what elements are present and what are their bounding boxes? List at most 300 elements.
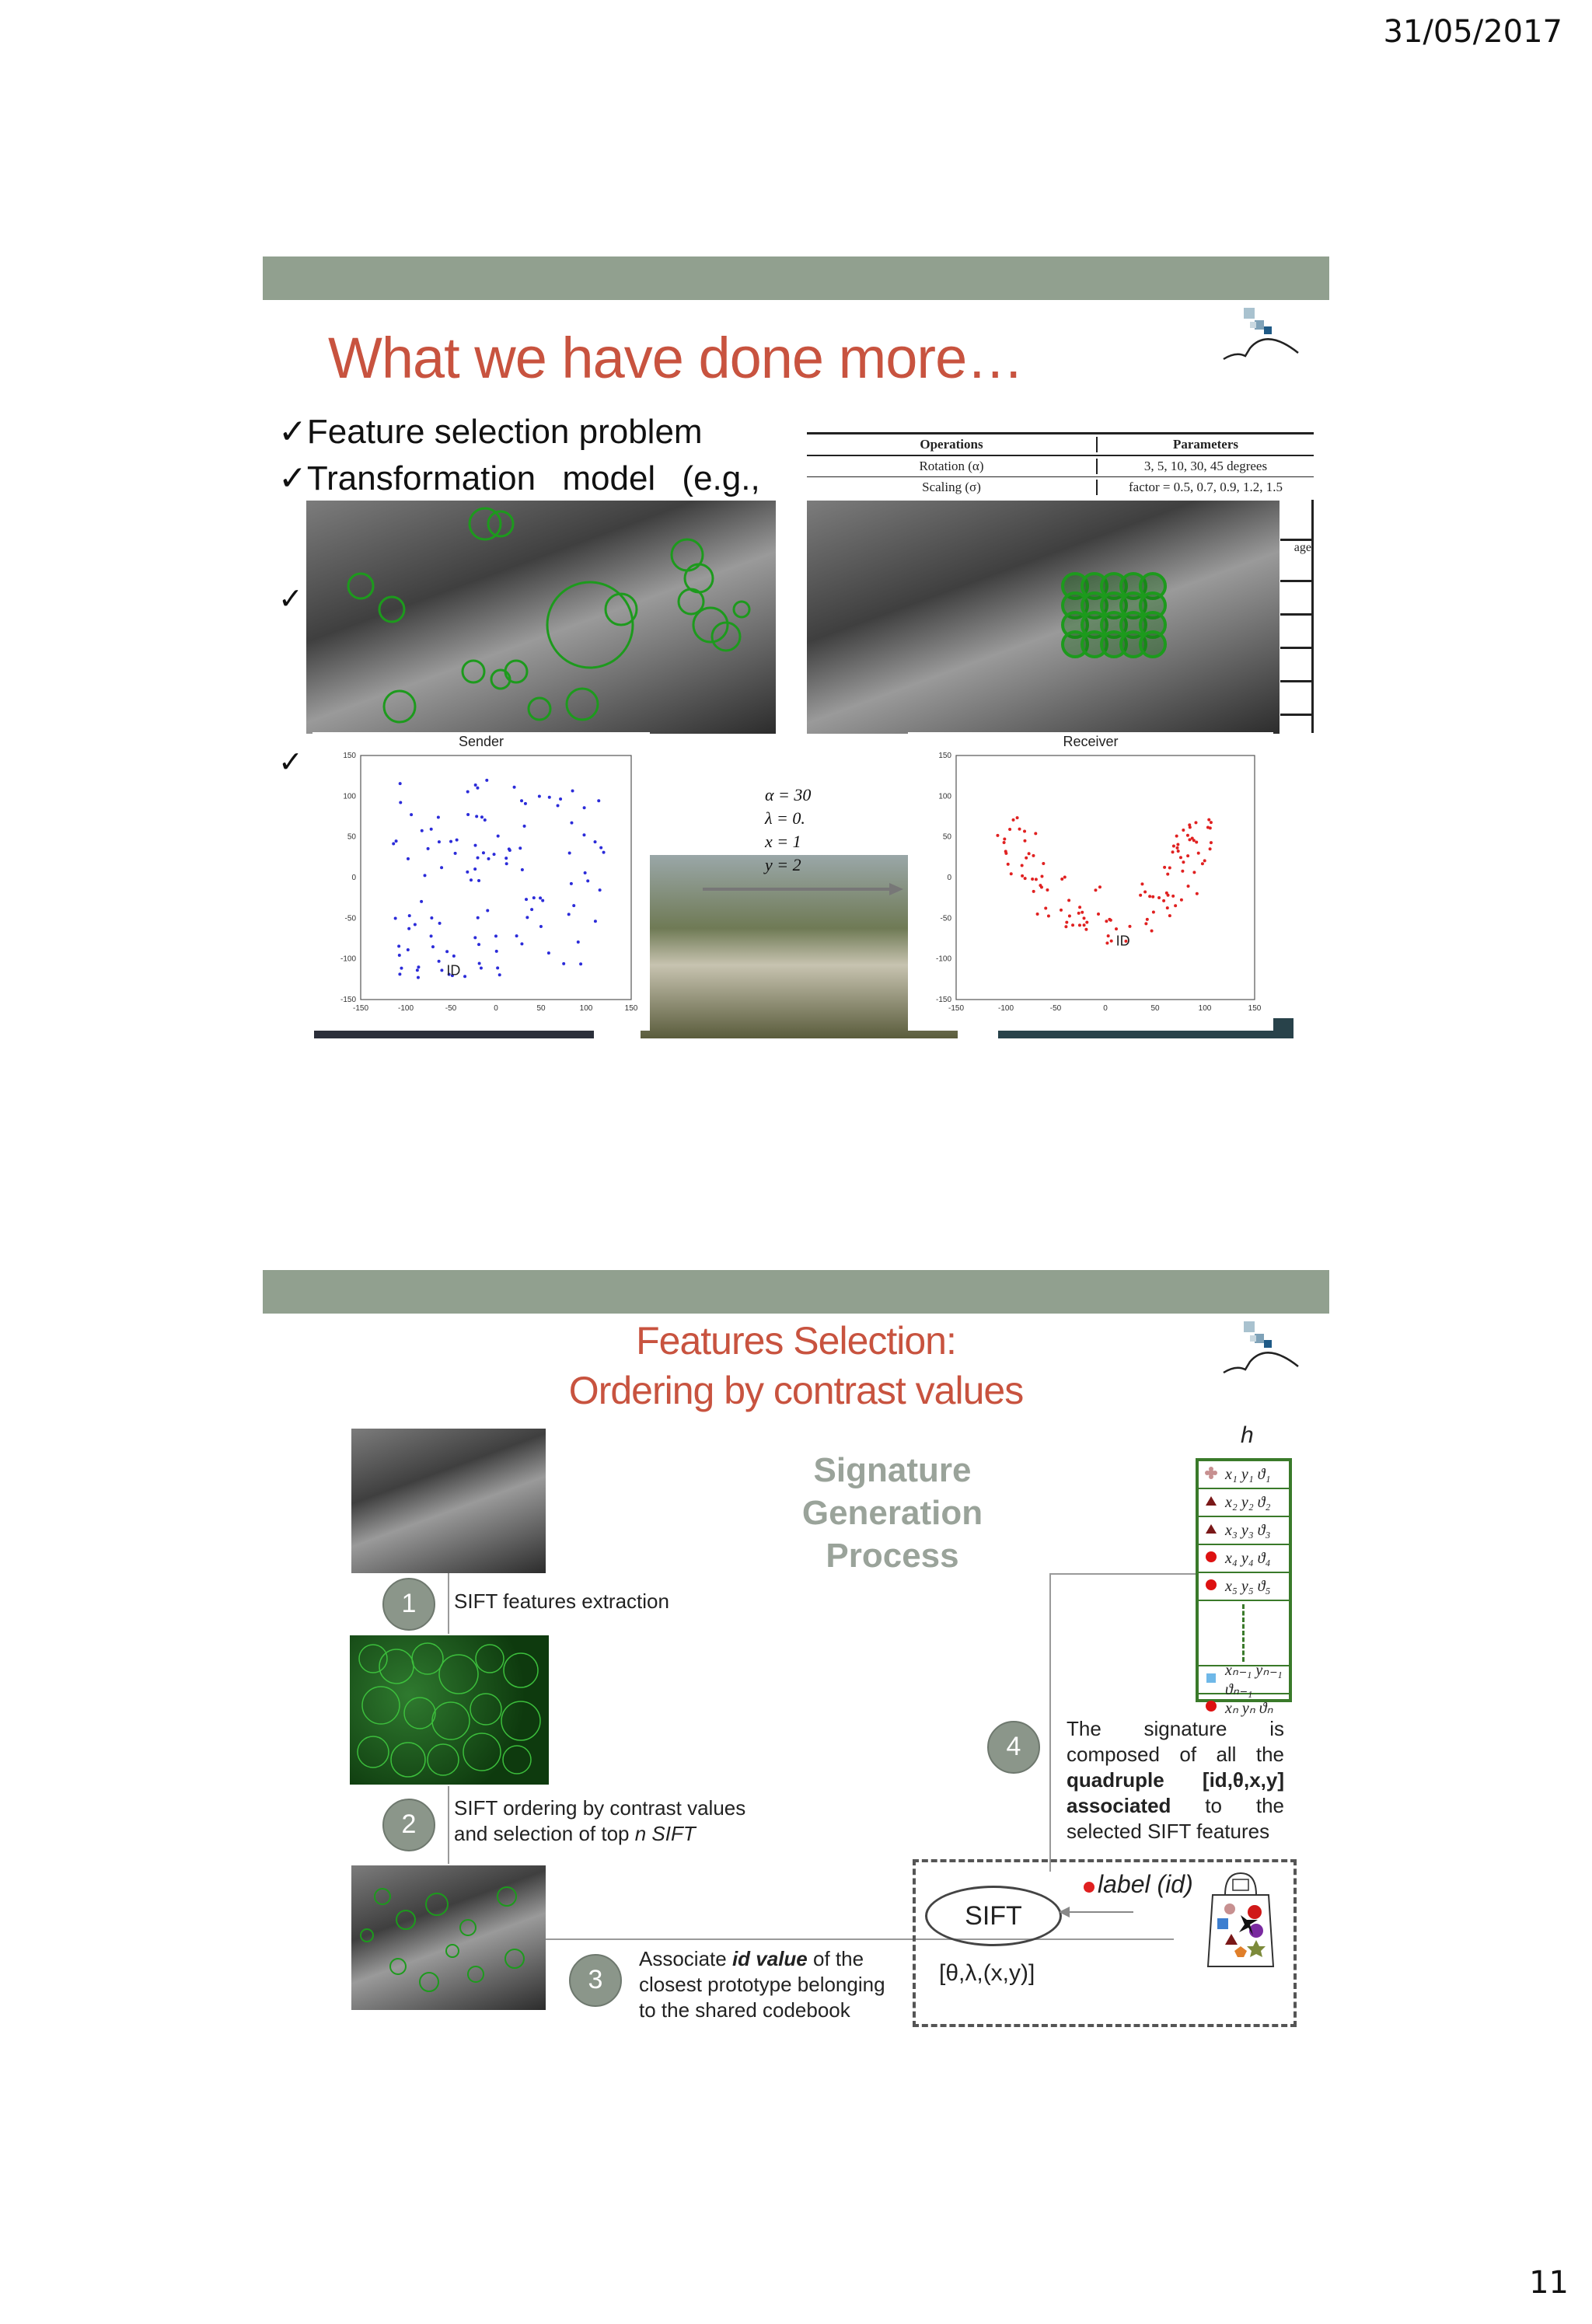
- codebook-row-text: xₙ yₙ ϑₙ: [1225, 1699, 1273, 1717]
- step-3-label: [639, 1946, 885, 2023]
- triangle-icon: [1205, 1494, 1217, 1512]
- data-point: [572, 904, 575, 907]
- data-point: [599, 888, 602, 892]
- id-point: [440, 968, 443, 972]
- data-point: [1097, 913, 1100, 916]
- data-point: [532, 896, 536, 899]
- slide-header-bar: [263, 1270, 1329, 1314]
- sift-params: [θ,λ,(x,y)]: [939, 1960, 1035, 1986]
- codebook-title: h: [1241, 1422, 1254, 1448]
- hidden-check-4: [278, 745, 303, 780]
- data-point: [1115, 927, 1118, 930]
- step-2-line1: SIFT ordering by contrast values: [454, 1796, 746, 1820]
- data-point: [438, 840, 441, 843]
- data-point: [1010, 872, 1013, 875]
- data-point: [473, 844, 477, 847]
- check-icon: ✓: [278, 581, 303, 616]
- check-icon: ✓: [278, 745, 303, 779]
- y-tick-label: -50: [344, 914, 356, 923]
- plot-frame: [361, 755, 631, 1000]
- data-point: [1188, 823, 1191, 826]
- data-point: [1042, 862, 1045, 865]
- data-point: [427, 847, 430, 850]
- codebook-row: [1199, 1573, 1289, 1601]
- codebook-gap: [1199, 1601, 1289, 1666]
- data-point: [559, 797, 562, 801]
- selected-sift-overlay: [351, 1865, 546, 2010]
- data-point: [498, 973, 501, 976]
- connector-1: [448, 1573, 449, 1634]
- data-point: [584, 871, 587, 874]
- data-point: [1139, 894, 1142, 897]
- data-point: [1081, 911, 1084, 914]
- data-point: [1063, 875, 1067, 878]
- data-point: [437, 815, 440, 818]
- data-point: [1008, 828, 1011, 831]
- data-point: [570, 882, 573, 885]
- data-point: [1179, 856, 1182, 859]
- step-3-line3: to the shared codebook: [639, 1998, 850, 2022]
- data-point: [1083, 916, 1086, 919]
- data-point: [1181, 870, 1184, 873]
- data-point: [539, 896, 542, 899]
- data-point: [1098, 885, 1101, 888]
- data-point: [1077, 912, 1081, 915]
- data-point: [1025, 857, 1028, 860]
- data-point: [1171, 895, 1175, 898]
- receiver-plot: [908, 732, 1273, 1031]
- receiver-scatter: [908, 732, 1273, 1031]
- data-point: [1182, 829, 1185, 832]
- data-point: [1194, 821, 1197, 824]
- process-title: [776, 1449, 1009, 1577]
- data-point: [477, 943, 480, 946]
- data-point: [570, 822, 573, 825]
- data-point: [496, 966, 499, 969]
- data-point: [449, 840, 452, 843]
- x-tick-label: -150: [948, 1004, 965, 1013]
- process-title-line: Generation: [801, 1494, 983, 1532]
- y-tick-label: -50: [940, 914, 951, 923]
- data-point: [407, 927, 410, 930]
- codebook-row-text: x₄ y₄ ϑ₄: [1225, 1549, 1271, 1567]
- data-point: [470, 878, 473, 881]
- data-point: [1186, 834, 1189, 837]
- data-point: [1040, 875, 1043, 878]
- data-point: [583, 806, 586, 809]
- data-point: [1018, 828, 1021, 831]
- data-point: [452, 954, 456, 958]
- data-point: [1162, 899, 1165, 902]
- data-point: [513, 786, 516, 789]
- data-point: [1036, 913, 1039, 916]
- data-point: [548, 796, 551, 799]
- step-2-badge: 2: [382, 1799, 435, 1851]
- slide-title: What we have done more…: [328, 326, 1024, 390]
- data-point: [996, 834, 999, 837]
- data-point: [1163, 866, 1166, 869]
- page-date: 31/05/2017: [1383, 14, 1562, 50]
- codebook-row-text: x₃ y₃ ϑ₃: [1225, 1521, 1271, 1539]
- data-point: [417, 976, 420, 979]
- data-point: [505, 862, 508, 865]
- data-point: [1176, 843, 1179, 846]
- table-cell: factor = 0.5, 0.7, 0.9, 1.2, 1.5: [1129, 480, 1283, 494]
- sender-plot: [312, 732, 650, 1031]
- data-point: [541, 899, 544, 902]
- data-point: [1197, 852, 1200, 855]
- data-point: [1031, 878, 1034, 881]
- data-point: [399, 801, 402, 804]
- table-header-parameters: Parameters: [1172, 437, 1238, 452]
- data-point: [399, 782, 402, 785]
- data-point: [438, 960, 441, 963]
- data-point: [1044, 907, 1047, 910]
- data-point: [599, 846, 602, 850]
- bullet-text: Feature selection problem: [306, 413, 703, 451]
- sift-grid-overlay: [807, 501, 1280, 734]
- data-point: [1143, 891, 1147, 894]
- data-point: [466, 790, 470, 794]
- x-tick-label: 150: [624, 1004, 638, 1013]
- data-point: [1003, 841, 1006, 844]
- flower-icon: [1205, 1466, 1217, 1484]
- data-point: [1028, 852, 1031, 855]
- x-tick-label: -150: [352, 1004, 369, 1013]
- data-point: [1172, 845, 1175, 848]
- data-point: [1140, 882, 1143, 885]
- step-3-line1: Associate id value of the: [639, 1947, 864, 1970]
- data-point: [579, 962, 582, 965]
- data-point: [408, 914, 411, 917]
- data-point: [1035, 878, 1038, 881]
- x-tick-label: -100: [397, 1004, 414, 1013]
- data-point: [482, 851, 485, 854]
- red-dot-icon: [1084, 1882, 1094, 1893]
- y-tick-label: 0: [947, 874, 951, 882]
- data-point: [495, 950, 498, 953]
- data-point: [1192, 839, 1196, 842]
- square-icon: [1205, 1671, 1217, 1689]
- data-point: [414, 923, 417, 926]
- data-point: [424, 874, 427, 877]
- data-point: [400, 967, 403, 970]
- x-tick-label: -100: [997, 1004, 1014, 1013]
- data-point: [571, 790, 574, 793]
- data-point: [1067, 899, 1070, 902]
- process-title-line: Process: [826, 1537, 959, 1575]
- data-point: [520, 942, 523, 945]
- codebook-row-text: xₙ₋₁ yₙ₋₁ ϑₙ₋₁: [1225, 1662, 1283, 1698]
- data-point: [1107, 934, 1110, 937]
- data-point: [1021, 864, 1024, 867]
- data-point: [1201, 862, 1204, 865]
- data-point: [430, 828, 433, 831]
- x-tick-label: 50: [536, 1004, 546, 1013]
- data-point: [1024, 877, 1027, 880]
- sift-circles-overlay: [306, 501, 776, 734]
- input-image-thumb: [351, 1429, 546, 1573]
- data-point: [1060, 878, 1063, 881]
- shopping-bag-icon: [1202, 1869, 1280, 1971]
- data-point: [1146, 918, 1149, 921]
- data-point: [485, 779, 488, 782]
- data-point: [1148, 895, 1151, 898]
- step-3-badge: 3: [569, 1954, 622, 2007]
- slide-logo-icon: [1220, 305, 1307, 367]
- data-point: [1210, 841, 1213, 844]
- data-point: [1105, 919, 1108, 923]
- data-point: [1180, 899, 1183, 902]
- param-y: y = 2: [765, 855, 801, 874]
- selected-sift-thumb: [351, 1865, 546, 2010]
- data-point: [416, 968, 419, 972]
- data-point: [1016, 816, 1019, 819]
- x-tick-label: 0: [494, 1004, 498, 1013]
- data-point: [454, 852, 457, 855]
- x-tick-label: 150: [1248, 1004, 1262, 1013]
- data-point: [1064, 925, 1067, 928]
- circle-icon: [1205, 1699, 1217, 1717]
- id-label: ID: [1115, 933, 1130, 949]
- data-point: [1151, 895, 1154, 899]
- data-point: [1023, 839, 1026, 843]
- connector-2: [448, 1786, 449, 1864]
- data-point: [1209, 847, 1212, 850]
- plot-frame: [956, 755, 1255, 1000]
- data-point: [484, 818, 487, 822]
- table-cut-text: age: [1280, 541, 1311, 582]
- y-tick-label: -150: [935, 996, 951, 1004]
- data-point: [539, 925, 543, 928]
- data-point: [1084, 928, 1088, 931]
- sift-ellipse: SIFT: [925, 1886, 1062, 1946]
- x-tick-label: 0: [1103, 1004, 1108, 1013]
- data-point: [438, 922, 442, 925]
- sender-plot-title: Sender: [458, 734, 504, 749]
- data-point: [1195, 841, 1198, 844]
- data-point: [463, 975, 466, 978]
- triangle-icon: [1205, 1522, 1217, 1540]
- data-point: [1046, 888, 1049, 892]
- data-point: [562, 962, 565, 965]
- step-4-line1: The signature is: [1067, 1717, 1284, 1740]
- check-icon: ✓: [278, 459, 307, 498]
- dense-sift-overlay: [350, 1635, 549, 1785]
- y-tick-label: 50: [942, 832, 951, 842]
- data-point: [594, 919, 597, 923]
- data-point: [1168, 914, 1171, 917]
- data-point: [398, 972, 401, 975]
- data-point: [1032, 854, 1035, 857]
- data-point: [497, 835, 500, 838]
- data-point: [398, 954, 401, 957]
- data-point: [474, 783, 477, 787]
- step-4-label: [1067, 1716, 1284, 1844]
- data-point: [1166, 873, 1169, 876]
- data-point: [1150, 930, 1154, 933]
- id-point: [1110, 940, 1113, 943]
- data-point: [1094, 888, 1097, 892]
- sift-extracted-thumb: [350, 1635, 549, 1785]
- data-point: [394, 916, 397, 919]
- y-tick-label: 150: [938, 752, 951, 760]
- data-point: [1177, 850, 1180, 853]
- step-4-line3: quadruple [id,θ,x,y]: [1067, 1768, 1284, 1792]
- x-tick-label: 100: [579, 1004, 593, 1013]
- step-2-label: [454, 1795, 745, 1847]
- data-point: [477, 879, 480, 882]
- data-point: [521, 868, 524, 871]
- data-point: [478, 962, 481, 965]
- data-point: [476, 787, 479, 790]
- data-point: [420, 900, 423, 903]
- bullet-text: Transformation model (e.g.,: [306, 459, 760, 497]
- data-point: [525, 916, 529, 919]
- data-point: [1168, 866, 1171, 869]
- data-point: [1187, 885, 1190, 888]
- data-point: [477, 916, 480, 919]
- data-point: [567, 913, 571, 916]
- param-alpha: α = 30: [765, 785, 812, 804]
- data-point: [1012, 818, 1015, 822]
- data-point: [440, 866, 443, 869]
- x-tick-label: -50: [445, 1004, 457, 1013]
- data-point: [494, 934, 498, 937]
- data-point: [1085, 921, 1088, 924]
- data-point: [1152, 911, 1155, 914]
- data-point: [1060, 909, 1063, 912]
- data-point: [456, 839, 459, 842]
- param-lambda: λ = 0.: [765, 808, 805, 828]
- data-point: [602, 851, 606, 854]
- bullet-feature-selection: [278, 412, 703, 452]
- data-point: [1144, 922, 1147, 925]
- data-point: [1068, 915, 1071, 918]
- slide-header-bar: [263, 256, 1329, 300]
- arrow-to-sift: [1057, 1904, 1135, 1920]
- data-point: [1176, 846, 1179, 850]
- data-point: [407, 857, 410, 860]
- data-point: [410, 813, 413, 816]
- data-point: [530, 908, 533, 911]
- y-tick-label: -100: [340, 954, 356, 964]
- data-point: [523, 825, 526, 828]
- bullet-transformation-model: [278, 459, 760, 498]
- data-point: [1186, 854, 1189, 857]
- data-point: [1171, 850, 1175, 853]
- data-point: [430, 916, 433, 919]
- data-point: [577, 940, 580, 944]
- process-title-line: Signature: [813, 1451, 972, 1489]
- step-3-line2: closest prototype belonging: [639, 1973, 885, 1996]
- y-tick-label: -100: [935, 954, 951, 964]
- y-tick-label: 100: [938, 792, 951, 801]
- data-point: [1004, 850, 1007, 853]
- data-point: [1210, 821, 1213, 824]
- data-point: [480, 815, 484, 818]
- step-1-label: SIFT features extraction: [454, 1589, 669, 1613]
- transform-params: [765, 783, 811, 877]
- data-point: [1065, 921, 1068, 924]
- data-point: [477, 857, 480, 860]
- data-point: [475, 815, 478, 818]
- signature-codebook: [1196, 1458, 1292, 1717]
- data-point: [557, 804, 560, 807]
- check-icon: ✓: [278, 412, 307, 452]
- data-point: [466, 871, 469, 874]
- step-4-badge: 4: [987, 1721, 1040, 1774]
- transform-arrow: [703, 881, 905, 897]
- slide-title-line2: Ordering by contrast values: [568, 1369, 1024, 1412]
- data-point: [508, 847, 511, 850]
- data-point: [1078, 906, 1081, 909]
- data-point: [1207, 818, 1210, 822]
- circle-icon: [1205, 1550, 1217, 1568]
- data-point: [518, 846, 522, 850]
- table-header-operations: Operations: [807, 437, 1098, 452]
- data-point: [486, 909, 489, 912]
- data-point: [520, 799, 523, 802]
- step-4-line4: associated to the: [1067, 1794, 1284, 1817]
- data-point: [480, 967, 483, 970]
- data-point: [1203, 859, 1206, 862]
- table-cell: 3, 5, 10, 30, 45 degrees: [1143, 459, 1268, 473]
- codebook-row: [1199, 1489, 1289, 1517]
- step-4-line5: selected SIFT features: [1067, 1820, 1270, 1843]
- connector-4: [1049, 1573, 1051, 1872]
- data-point: [445, 950, 449, 953]
- codebook-row: [1199, 1517, 1289, 1545]
- data-point: [473, 867, 477, 871]
- data-point: [1032, 890, 1035, 893]
- y-tick-label: -150: [340, 996, 356, 1004]
- y-tick-label: 100: [343, 792, 356, 801]
- data-point: [487, 857, 491, 860]
- page-number: 11: [1529, 2265, 1569, 2301]
- data-point: [1196, 892, 1199, 895]
- data-point: [1182, 860, 1185, 864]
- x-tick-label: -50: [1049, 1004, 1062, 1013]
- data-point: [493, 853, 496, 856]
- x-tick-label: 50: [1150, 1004, 1160, 1013]
- data-point: [417, 965, 420, 968]
- data-point: [397, 944, 400, 947]
- id-label: ID: [446, 962, 461, 979]
- step-4-line2: composed of all the: [1067, 1743, 1284, 1766]
- data-point: [1040, 886, 1043, 889]
- data-point: [1209, 826, 1212, 829]
- codebook-row-text: x₂ y₂ ϑ₂: [1225, 1493, 1271, 1511]
- x-tick-label: 100: [1198, 1004, 1212, 1013]
- data-point: [473, 936, 477, 939]
- data-point: [1109, 919, 1112, 922]
- data-point: [392, 843, 395, 846]
- sender-scatter: [312, 732, 650, 1031]
- hidden-check-3: [278, 581, 303, 616]
- data-point: [525, 898, 528, 901]
- data-point: [1105, 941, 1108, 944]
- data-point: [1166, 906, 1169, 909]
- data-point: [1047, 914, 1050, 917]
- codebook-row: [1199, 1545, 1289, 1573]
- table-cell: Scaling (σ): [807, 480, 1098, 495]
- slide-features-selection: [263, 1270, 1329, 2071]
- bedroom-photo-grid: [807, 501, 1280, 734]
- data-point: [1175, 835, 1178, 838]
- data-point: [515, 934, 518, 937]
- data-point: [1023, 829, 1026, 832]
